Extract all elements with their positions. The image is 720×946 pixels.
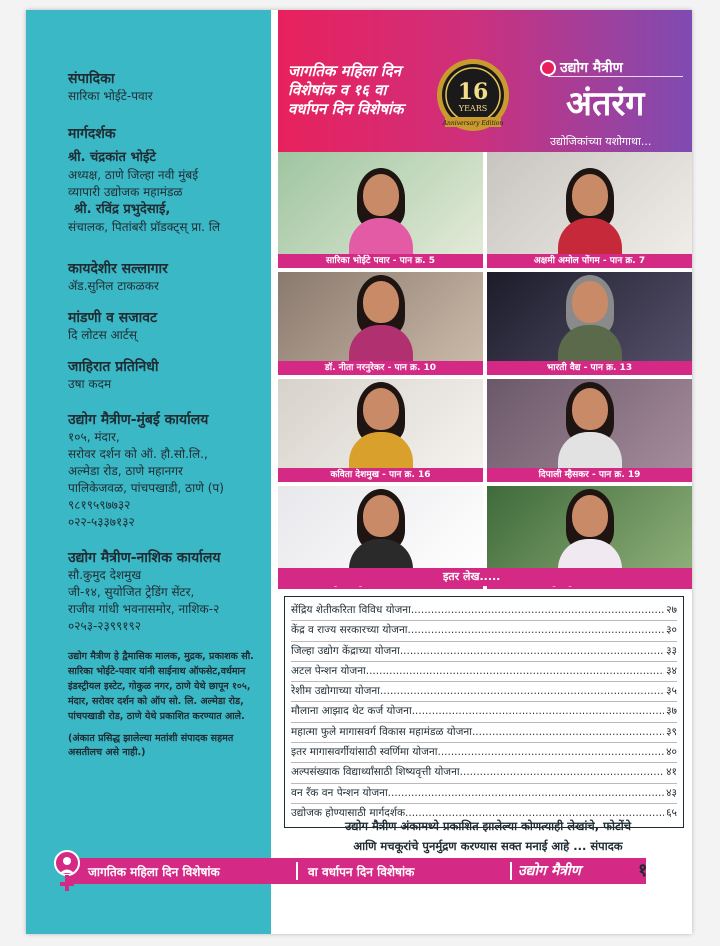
mumbai-line: पालिकेजवळ, पांचपखाडी, ठाणे (प)	[68, 481, 224, 495]
magazine-page	[26, 10, 692, 934]
legal-title: कायदेशीर सल्लागार	[68, 261, 168, 277]
publisher-note: उद्योग मैत्रीण हे द्वैमासिक मालक, मुद्रक, प्रकाशक सौ. सारिका भोईटे-पवार यांनी साईनाथ ऑफसेट,वर्धमान इंडस्ट्रीयल इस्टेट, गोकुळ नगर, ठाणे येथे छापून १०५, मंदार, सरोवर दर्शन को ऑप सो. लि. अल्मेडा रोड, पांचपखाडी रोड, ठाणे येथे प्रकाशित करण्यात आले.	[68, 651, 254, 722]
toc-row[interactable]	[291, 702, 677, 722]
portrait-icon	[349, 382, 413, 468]
ad-title: जाहिरात प्रतिनिधी	[68, 359, 159, 375]
toc-row[interactable]	[291, 601, 677, 621]
brand-name: उद्योग मैत्रीण	[560, 60, 623, 76]
page-number: १	[638, 860, 648, 881]
guide2-role: संचालक, पितांबरी प्रॉडक्ट्स् प्रा. लि	[68, 220, 221, 234]
toc-row[interactable]	[291, 662, 677, 682]
portrait-icon	[349, 275, 413, 361]
portrait-icon	[558, 168, 622, 254]
toc-row[interactable]	[291, 682, 677, 702]
editor-title: संपादिका	[68, 71, 115, 87]
toc-page: ४१	[666, 766, 677, 779]
footer-separator	[296, 862, 298, 880]
toc-page: ६५	[666, 806, 677, 819]
mumbai-line: अल्मेडा रोड, ठाणे महानगर	[68, 464, 183, 478]
toc-row[interactable]	[291, 784, 677, 804]
footer-separator	[510, 862, 512, 880]
toc-title: महात्मा फुले मागासवर्ग विकास महामंडळ योजना	[291, 725, 472, 738]
mumbai-line: सरोवर दर्शन को ऑ. हौ.सो.लि.,	[68, 447, 208, 461]
badge-edition: Anniversary Edition	[442, 120, 504, 127]
guide1-role-1: अध्यक्ष, ठाणे जिल्हा नवी मुंबई	[68, 168, 199, 182]
footer-arrow	[614, 858, 628, 884]
profile-grid	[278, 152, 692, 593]
brand-logo-icon	[540, 60, 556, 76]
notice-line-1: उद्योग मैत्रीण अंकामध्ये प्रकाशित झालेल्या कोणत्याही लेखांचे, फोटोंचे	[344, 819, 632, 833]
disclaimer: (अंकात प्रसिद्ध झालेल्या मतांशी संपादक सहमत असतीलच असे नाही.)	[68, 733, 234, 758]
footer-middle-text: वा वर्धापन दिन विशेषांक	[308, 865, 415, 879]
guide1-role-2: व्यापारी उद्योजक महामंडळ	[68, 185, 183, 199]
copyright-notice	[298, 816, 678, 856]
nashik-line: जी-१४, सुयोजित ट्रेडिंग सेंटर,	[68, 585, 195, 599]
profile-caption: सारिका भोईटे पवार - पान क्र. 5	[278, 254, 483, 268]
badge-word: YEARS	[458, 104, 488, 113]
mumbai-line: १०५, मंदार,	[68, 430, 120, 444]
nashik-line: राजीव गांधी भवनासमोर, नाशिक-२	[68, 602, 220, 616]
brand-tagline-rule	[548, 76, 683, 80]
ad-name: उषा कदम	[68, 377, 112, 391]
toc-title: उद्योजक होण्यासाठी मार्गदर्शक	[291, 806, 406, 819]
footer-brand: उद्योग मैत्रीण	[518, 863, 581, 879]
other-articles-label: इतर लेख.....	[278, 568, 692, 586]
profile-caption: डॉ. नीता नरनुरेकर - पान क्र. 10	[278, 361, 483, 375]
toc-page: ३५	[666, 685, 677, 698]
contents-heading: अंतरंग	[566, 84, 645, 124]
nashik-line: सौ.कुमुद देशमुख	[68, 568, 142, 582]
profile-card[interactable]	[487, 152, 692, 268]
profile-card[interactable]	[487, 272, 692, 375]
design-name: दि लोटस आर्टस्	[68, 328, 137, 342]
toc-page: २७	[666, 604, 677, 616]
toc-row[interactable]	[291, 763, 677, 783]
toc-page: ३३	[666, 644, 677, 657]
guide2-name: श्री. रविंद्र प्रभुदेसाई,	[74, 202, 171, 217]
toc-page: ३७	[666, 705, 677, 718]
toc-title: अल्पसंख्याक विद्यार्थ्यांसाठी शिष्यवृत्ती योजना	[291, 766, 460, 779]
design-title: मांडणी व सजावट	[68, 310, 158, 326]
women-symbol-icon	[50, 848, 84, 894]
toc-title: अटल पेन्शन योजना	[291, 664, 366, 677]
anniversary-badge-icon	[433, 55, 513, 135]
portrait-icon	[558, 382, 622, 468]
main-content	[278, 10, 692, 934]
toc-page: ३४	[666, 664, 677, 677]
mumbai-line: ९८१९५९७७३२	[68, 498, 131, 512]
toc-title: मौलाना आझाद थेट कर्ज योजना	[291, 705, 412, 718]
toc-page: ३९	[666, 725, 677, 738]
footer-left-text: जागतिक महिला दिन विशेषांक	[88, 865, 220, 879]
toc-title: केंद्र व राज्य सरकारच्या योजना	[291, 624, 408, 637]
credits-sidebar	[26, 10, 271, 934]
toc-title: सेंद्रिय शेतीकरिता विविध योजना	[291, 604, 411, 616]
profile-card[interactable]	[278, 152, 483, 268]
toc-page: ४३	[666, 786, 677, 799]
profile-caption: अक्षमी अमोल पोंगम - पान क्र. 7	[487, 254, 692, 268]
badge-number: 16	[457, 79, 489, 105]
legal-name: ॲड.सुनिल टाकळकर	[68, 279, 159, 293]
toc-title: वन रँक वन पेन्शन योजना	[291, 786, 388, 799]
toc-row[interactable]	[291, 621, 677, 641]
nashik-office-title: उद्योग मैत्रीण-नाशिक कार्यालय	[68, 550, 221, 566]
contents-subheading: उद्योजिकांच्या यशोगाथा...	[550, 135, 652, 148]
header-banner	[278, 10, 692, 152]
toc-row[interactable]	[291, 642, 677, 662]
notice-line-2: आणि मचकूरांचे पुनर्मुद्रण करण्यास सक्त मनाई आहे ... संपादक	[353, 839, 623, 853]
brand-logo	[540, 58, 623, 77]
editor-name: सारिका भोईटे-पवार	[68, 89, 153, 103]
table-of-contents	[284, 596, 684, 828]
profile-card[interactable]	[278, 379, 483, 482]
portrait-icon	[349, 168, 413, 254]
mumbai-office-title: उद्योग मैत्रीण-मुंबई कार्यालय	[68, 412, 209, 428]
toc-title: रेशीम उद्योगाच्या योजना	[291, 685, 380, 698]
guide1-name: श्री. चंद्रकांत भोईटे	[68, 150, 156, 165]
banner-title: जागतिक महिला दिन विशेषांक व १६ वा वर्धापन दिन विशेषांक	[288, 62, 404, 118]
profile-caption: कविता देशमुख - पान क्र. 16	[278, 468, 483, 482]
portrait-icon	[558, 275, 622, 361]
profile-card[interactable]	[278, 272, 483, 375]
nashik-line: ०२५३-२३९९१९२	[68, 619, 141, 633]
toc-row[interactable]	[291, 723, 677, 743]
profile-card[interactable]	[487, 379, 692, 482]
profile-caption: दिपाली म्हैसकर - पान क्र. 19	[487, 468, 692, 482]
toc-row[interactable]	[291, 743, 677, 763]
toc-title: इतर मागासवर्गीयांसाठी स्वर्णिमा योजना	[291, 746, 438, 759]
toc-page: ४०	[666, 746, 677, 759]
portrait-icon	[349, 489, 413, 575]
profile-caption: भारती वैद्य - पान क्र. 13	[487, 361, 692, 375]
guide-title: मार्गदर्शक	[68, 126, 116, 142]
toc-page: ३०	[666, 624, 677, 637]
portrait-icon	[558, 489, 622, 575]
toc-title: जिल्हा उद्योग केंद्राच्या योजना	[291, 644, 400, 657]
mumbai-line: ०२२-५३३७१३२	[68, 515, 135, 529]
